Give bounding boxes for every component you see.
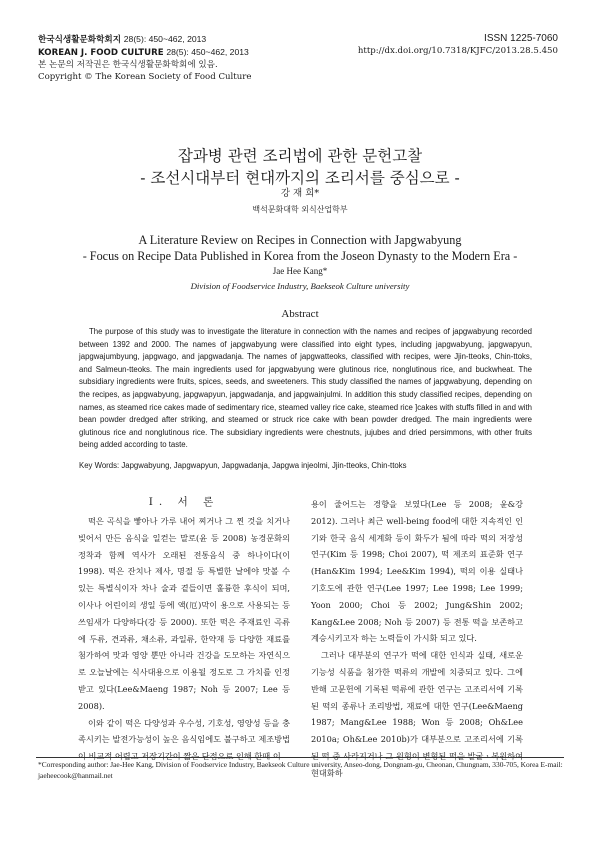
title-en-sub: - Focus on Recipe Data Published in Korea from the Joseon Dynasty to the Modern Era - [82,249,518,263]
journal-volume-ko: 28(5): 450~462, 2013 [123,34,207,44]
doi-link[interactable]: http://dx.doi.org/10.7318/KJFC/2013.28.5.450 [357,46,558,56]
paragraph: 떡은 곡식을 빻아나 가루 내어 찌거나 그 찐 것을 치거나 빚어서 만든 음식을 일컫는 말로(윤 등 2008) 농경문화의 정착과 함께 역사가 오래된 전통음식 중 하나이다(이 1998). 떡은 잔치나 제사, 명절 등 특별한 날에야 맛볼 수 있는 특별식이자 차나 술과 곁들이면 훌륭한 후식이 되며, 이사나 어린이의 생일 등에 액(厄)막이 용으로 사용되는 등 쓰임새가 다양하다(강 등 2000). 또한 떡은 주재료인 곡류에 두류, 견과류, 채소류, 과일류, 한약재 등 다양한 재료를 첨가하여 맛과 영양 뿐만 아니라 건강을 도모하는 자연식으로 오늘날에는 식사대용으로 이용될 정도로 그 가치를 인정받고 있다(Lee&Maeng 1987; Noh 등 2007; Lee 등 2008). [78,516,290,711]
section-heading: I. 서 론 [148,496,220,508]
keywords-label: Key Words: [79,461,120,470]
title-en [0,232,600,264]
author-en: Jae Hee Kang* [272,266,328,276]
keywords [79,461,532,470]
paragraph: 이와 같이 떡은 다양성과 우수성, 기호성, 영양성 등을 충족시키는 발전가능성이 높은 음식임에도 불구하고 제조방법이 비교적 어렵고 저장기간이 짧은 단점으로 인해 한때 이 [78,717,290,762]
title-ko-sub: - 조선시대부터 현대까지의 조리서를 중심으로 - [140,169,460,187]
footnote-divider [36,757,564,758]
affiliation-en: Division of Foodservice Industry, Baekseok Culture university [190,281,410,291]
body-column-right [311,496,523,782]
author-ko: 강 재 희* [280,188,320,199]
affiliation-ko: 백석문화대학 외식산업학부 [252,205,348,214]
copyright: Copyright © The Korean Society of Food Culture [38,72,252,82]
keywords-list: Japgwabyung, Japgwapyun, Japgwadanja, Japgwa injeolmi, Jjin-tteoks, Chin-ttoks [121,461,407,470]
title-en-main: A Literature Review on Recipes in Connection with Japgwabyung [138,233,462,247]
issn: ISSN 1225-7060 [484,33,558,44]
paragraph: 그러나 대부분의 연구가 떡에 대한 인식과 실태, 새로운 기능성 식품을 첨가한 떡류의 개발에 치중되고 있다. 그에 반해 고문헌에 기록된 떡류에 관한 연구는 고조리서에 기록된 떡의 종류나 조리방법, 재료에 대한 연구(Lee&Maeng 1987; Mang&Lee 1988; Won 등 2008; Oh&Lee 2010a; Oh&Lee 2010b)가 대부분으로 고조리서에 기록된 떡 중 사라지거나 그 원형이 변형된 떡을 발굴ㆍ복원하여 현대화하 [311,650,523,778]
footnote: *Corresponding author: Jae-Hee Kang, Division of Foodservice Industry, Baekseok Culture university, Anseo-dong, Dongnam-gu, Cheonan, Chungnam, 330-705, Korea E-mail: jaeheecook@hanmail.net [38,760,563,780]
journal-volume-en: 28(5): 450~462, 2013 [166,47,249,57]
abstract-heading: Abstract [281,308,319,320]
copyright-note: 본 논문의 저작권은 한국식생활문화학회에 있음. [38,60,218,70]
paragraph: 용이 줄어드는 경향을 보였다(Lee 등 2008; 윤&강 2012). 그러나 최근 well-being food에 대한 지속적인 인기와 한국 음식 세계화 등이 화두가 됨에 따라 떡의 저장성 연구(Kim 등 1998; Choi 2007), 떡 제조의 표준화 연구(Han&Kim 1994; Lee&Kim 1994), 떡의 이용 실태나 기호도에 관한 연구(Lee 1997; Lee 1998; Lee 1999; Yoon 2000; Choi 등 2002; Jung&Shin 2002; Kang&Lee 2008; Noh 등 2007) 등 전통 떡을 보존하고 계승시키고자 하는 노력들이 가시화 되고 있다. [311,499,523,644]
issn-block [358,33,558,57]
journal-name-en: KOREAN J. FOOD CULTURE [38,48,164,58]
journal-name-ko: 한국식생활문화학회지 [38,35,122,45]
abstract-text: The purpose of this study was to investigate the literature in connection with the names and recipes of japgwabyung recorded between 1392 and 2000. The names of japgwabyung were classified into eight types, including japgwabyung, japgwapyun, japgwajumbyung, japgwago, and japgwadanja. The names of japgwatteoks, classified with recipes, were Jjin-tteoks, Chin-ttoks, and Salmeun-tteoks. The main ingredients used for japgwabyung were glutinous rice, nonglutinous rice, and buckwheat. The subsidiary ingredients were fruits, spices, seeds, and sweeteners. This study classified the names of japgwabyung, depending on the recipes, as japgwabyung, japgwapyun, japgwadanja, and japgwainjulmi. In addition this study classified recipes, depending on names, as steamed rice cakes made of sedimentary rice, steamed valley rice cake, steamed rice ]cakes with stuffs filled in and with bean powder dredged after striking, and steamed or struck rice cake with bean powder dredged. The main ingredients were glutinous rice and nonglutinous rice. The subsidiary ingredients were chestnuts, jujubes and dried persimmons, with other fruits being added according to taste. [79,327,532,450]
title-ko-main: 잡과병 관련 조리법에 관한 문헌고찰 [177,147,423,165]
journal-info [38,33,252,83]
body-column-left [78,513,290,765]
title-ko [0,145,600,189]
